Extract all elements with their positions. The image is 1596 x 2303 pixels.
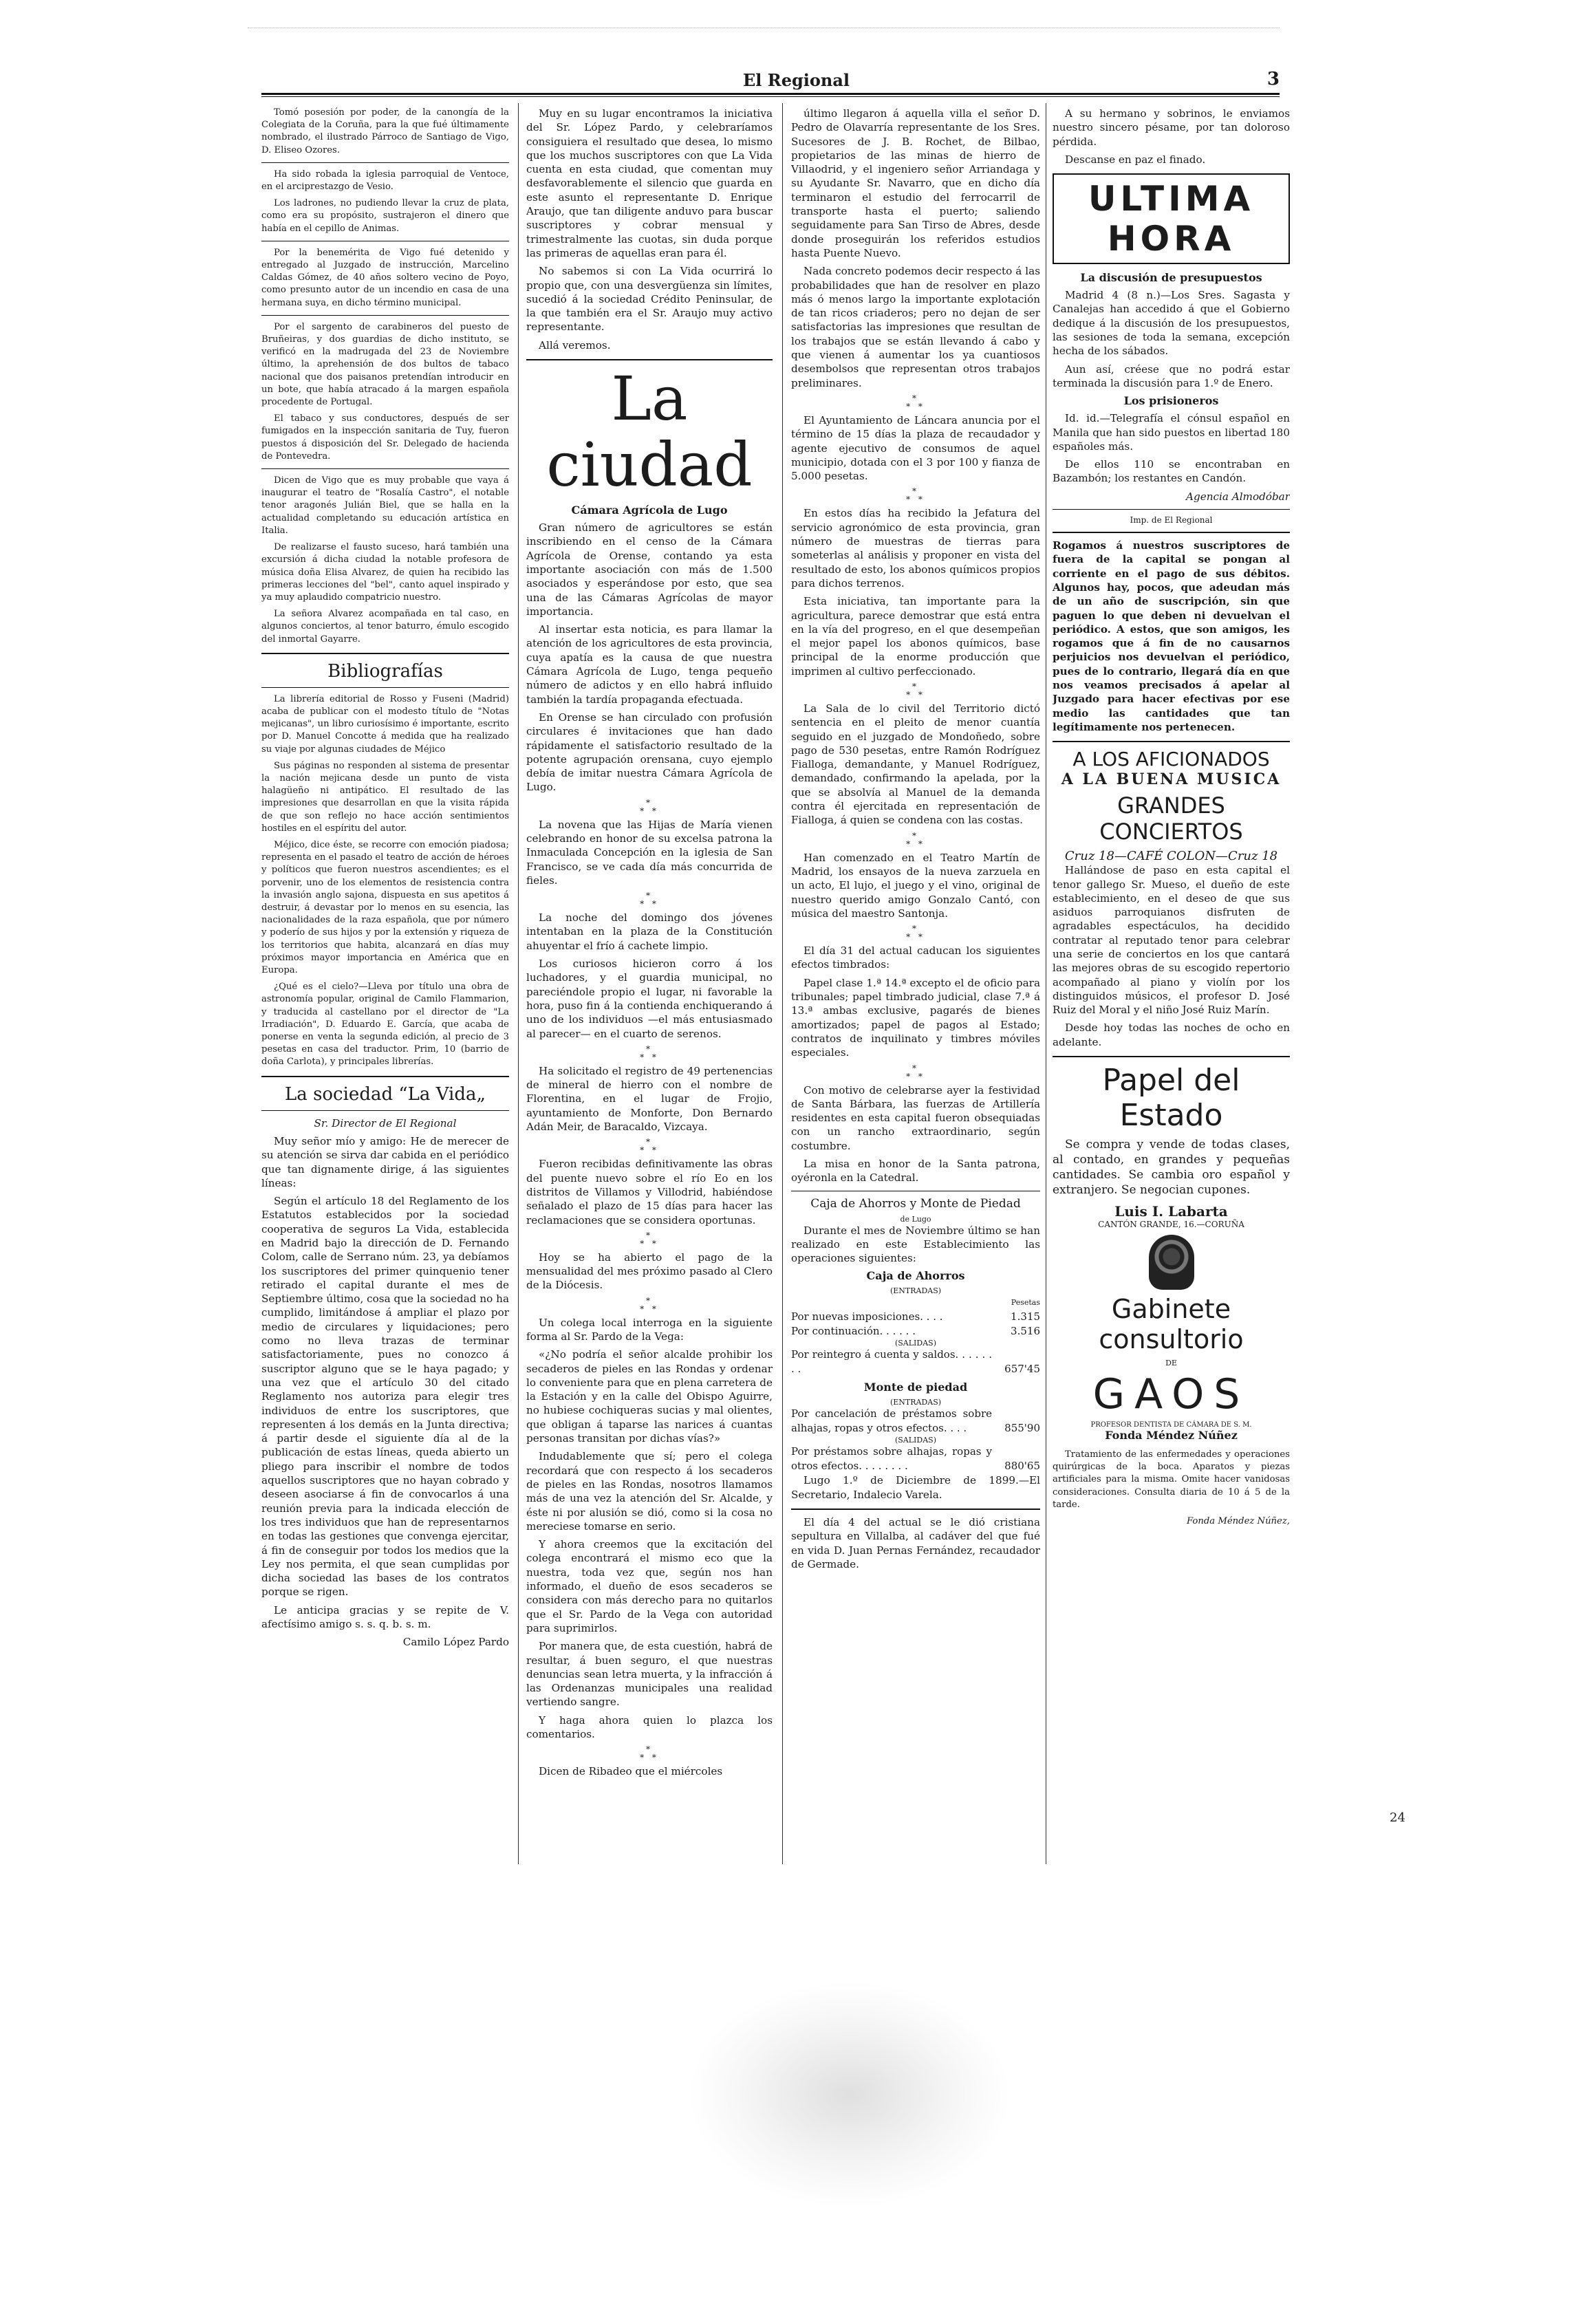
- news-item: No sabemos si con La Vida ocurrirá lo propio que, con una desvergüenza sin límites, sucedió á la sociedad Crédito Peninsular, de la que también era el Sr. Araujo muy activo representante.: [526, 265, 773, 334]
- bib-item: La librería editorial de Rosso y Fuseni (Madrid) acaba de publicar con el modesto título de "Notas mejicanas", un libro curiosísimo é importante, escrito por D. Manuel Concotte á medida que ha realizado su viaje por algunas ciudades de Méjico: [261, 693, 509, 755]
- letter-signature: Camilo López Pardo: [402, 1636, 509, 1649]
- column-divider: [782, 103, 783, 1864]
- monte-table-in: [791, 1407, 1040, 1436]
- letter-paragraph: Según el artículo 18 del Reglamento de los Estatutos establecidos por la sociedad cooperativa de seguros La Vida, establecida en Madrid bajo la dirección de D. Fernando Colom, calle de Serrano núm. 23, ya debíamos los suscriptores del primer quinquenio tener retirado el capital durante el mes de Septiembre último, cosa que la sociedad no ha cumplido, limitándose á ampliar el plazo por medio de circulares y liquidaciones; pero como no lleva trazas de terminar satisfactoriamente, pues no conozco á suscriptor alguno que se le haya pagado; y una vez que el artículo 30 del citado Reglamento nos autoriza para elegir tres individuos de entre los suscriptores, que representen á los demás en la Junta directiva; á partir desde el siguiente día al de la publicación de estas líneas, queda abierto un pliego para inscribir el nombre de todos aquellos suscriptores que no hayan cobrado y deseen asociarse á fin de convocarlos á una reunión previa para la indicada elección de los tres individuos que han de representarnos en todas las gestiones que convenga ejercitar, á fin de conseguir por todos los medios que la Ley nos permita, el que sean cumplidas por dicha sociedad las bases de los contratos porque se rigen.: [261, 1195, 509, 1599]
- ad-buena-musica: A LA BUENA MUSICA: [1061, 770, 1282, 789]
- news-item: Nada concreto podemos decir respecto á las probabilidades que han de resolver en plazo más ó menos largo la importante explotación de tan ricos criaderos; pero no dejan de ser satisfactorias las impresiones que resultan de los trabajos que se están llevando á cabo y que vienen á aumentar los ya cuantiosos desembolsos que representan otros trabajos preliminares.: [791, 265, 1040, 389]
- label-salidas: (SALIDAS): [894, 1339, 936, 1348]
- label-entradas: (ENTRADAS): [889, 1286, 942, 1296]
- bib-item: Méjico, dice éste, se recorre con emoción piadosa; representa en el pasado el teatro de acción de héroes y políticos que fueron nuestros ascendientes; es el porvenir, uno de los elementos de resistencia contra la invasión anglo sajona, dispuesta en sus apetitos á destruir, á devastar por lo menos en su esencia, las nacionalidades de la raza española, que por número y poderío de sus hijos y por la extensión y riqueza de los territorios que habita, alcanzará en días muy próximos mayor importancia en América que en Europa.: [261, 839, 509, 975]
- asterism: * * *: [640, 1137, 659, 1156]
- news-item: La misa en honor de la Santa patrona, oyéronla en la Catedral.: [791, 1158, 1040, 1185]
- page-number: 3: [1266, 69, 1280, 89]
- ad-gabinete-consultorio: Gabinete consultorio: [1099, 1294, 1244, 1355]
- caja-intro: Durante el mes de Noviembre último se han realizado en este Establecimiento las operaciones siguientes:: [791, 1224, 1040, 1265]
- monte-table-out: [791, 1445, 1040, 1473]
- subscriber-notice: Rogamos á nuestros suscriptores de fuera de la capital se pongan al corriente en el pago de sus débitos. Algunos hay, pocos, que adeudan más de un año de suscripción, sin que paguen lo que deben ni devuelvan el periódico. A estos, que son amigos, les rogamos que á fin de no causarnos perjuicios nos devuelvan el periódico, pues de lo contrario, llegará día en que nos veamos precisados á apelar al Juzgado para hacer efectivas por ese medio las cantidades que tan legítimamente nos pertenecen.: [1053, 539, 1290, 733]
- asterism: * * *: [906, 1063, 925, 1081]
- news-item: Papel clase 1.ª 14.ª excepto el de oficio para tribunales; papel timbrado judicial, clase 7.ª á 13.ª ambas exclusive, pagarés de bienes amortizados; papel de pagos al Estado; contratos de inquilinato y timbres móviles especiales.: [791, 976, 1040, 1059]
- ad-address: CANTÓN GRANDE, 16.—CORUÑA: [1098, 1220, 1244, 1230]
- ad-gaos: GAOS: [1092, 1370, 1250, 1419]
- news-item: Por manera que, de esta cuestión, habrá de resultar, á buen seguro, el que nuestras denuncias sean letra muerta, y la infracción á las Ordenanzas municipales una realidad vertiendo sangre.: [526, 1640, 773, 1709]
- ad-code-number: 24: [1390, 1810, 1405, 1825]
- divider: [261, 468, 509, 469]
- column-4: [1053, 107, 1290, 1868]
- table-row: Por nuevas imposiciones. . . . 1.315: [791, 1310, 1040, 1323]
- ad-signature: Fonda Méndez Núñez,: [1186, 1516, 1290, 1527]
- header-rule: [261, 93, 1280, 95]
- section-heading-ultima-hora: ULTIMA HORA: [1053, 173, 1290, 264]
- label-entradas: (ENTRADAS): [889, 1398, 942, 1407]
- label-salidas: (SALIDAS): [894, 1436, 936, 1445]
- column-2: [526, 107, 773, 1854]
- asterism: * * *: [640, 1230, 659, 1248]
- ad-text: Hallándose de paso en esta capital el tenor gallego Sr. Mueso, el dueño de este establecimiento, en el deseo de que sus asiduos parroquianos disfruten de agradables espectáculos, ha decidido contratar al reputado tenor para celebrar una serie de conciertos en los que cantará las mejores obras de su escogido repertorio acompañado al piano y violín por los distinguidos músicos, el profesor D. José Ruiz del Moral y el niño José Ruiz Marín.: [1053, 864, 1290, 1017]
- caja-table-out: [791, 1348, 1040, 1376]
- caja-title: Caja de Ahorros: [866, 1269, 965, 1283]
- divider: [1053, 509, 1290, 510]
- ad-de: DE: [1165, 1359, 1177, 1368]
- news-item: El tabaco y sus conductores, después de ser fumigados en la inspección sanitaria de Tuy, fueron puestos á disposición del Sr. Delegado de hacienda de Pontevedra.: [261, 413, 509, 462]
- column-3: [791, 107, 1040, 1840]
- bib-item: ¿Qué es el cielo?—Lleva por título una obra de astronomía popular, original de Camilo Flammarion, y traducida al castellano por el director de "La Irradiación", D. Eduardo E. García, que acaba de ponerse en venta la segunda edición, al precio de 3 pesetas en casa del traductor. Prim, 10 (barrio de doña Carlota), y principales librerías.: [261, 982, 509, 1068]
- header-rule-thin: [261, 96, 1280, 97]
- column-1: [261, 107, 509, 1833]
- news-item: De realizarse el fausto suceso, hará también una excursión á dicha ciudad la notable profesora de música doña Elisa Alvarez, de quien ha recibido las primeras lecciones del "bel", canto aquel inspirado y ya muy aplaudido compatricio nuestro.: [261, 542, 509, 603]
- news-item: Tomó posesión por poder, de la canongía de la Colegiata de la Coruña, para la que fué últimamente nombrado, el ilustrado Párroco de Santiago de Vigo, D. Eliseo Ozores.: [261, 107, 509, 155]
- news-item: Aun así, créese que no podrá estar terminada la discusión para 1.º de Enero.: [1053, 363, 1290, 389]
- news-item: Id. id.—Telegrafía el cónsul español en Manila que han sido puestos en libertad 180 españoles más.: [1053, 412, 1290, 453]
- divider: [261, 1076, 509, 1077]
- table-row: Por préstamos sobre alhajas, ropas y otros efectos. . . . . . . . 880'65: [791, 1445, 1040, 1473]
- section-heading-la-ciudad: La ciudad: [546, 363, 753, 501]
- subheading-presupuestos: La discusión de presupuestos: [1080, 271, 1262, 285]
- divider: [526, 359, 773, 360]
- news-item: El día 31 del actual caducan los siguientes efectos timbrados:: [791, 944, 1040, 971]
- divider: [1053, 532, 1290, 533]
- news-item: Los ladrones, no pudiendo llevar la cruz de plata, como era su propósito, sustrajeron el dinero que había en el cepillo de Animas.: [261, 198, 509, 234]
- news-item: Dicen de Ribadeo que el miércoles: [539, 1765, 723, 1778]
- ad-name: Luis I. Labarta: [1114, 1203, 1228, 1220]
- news-item: En estos días ha recibido la Jefatura del servicio agronómico de esta provincia, gran número de muestras de tierras para someterlas al análisis y proponer en vista del resultado de esto, los abonos químicos propios para dichos terrenos.: [791, 507, 1040, 590]
- pesetas-label: Pesetas: [1011, 1298, 1040, 1308]
- imprint: Imp. de El Regional: [1130, 515, 1213, 526]
- divider: [261, 315, 509, 316]
- subheading-camara: Cámara Agrícola de Lugo: [571, 504, 728, 517]
- news-item: Y ahora creemos que la excitación del colega encontrará el mismo eco que la nuestra, toda vez que, según nos han informado, el dueño de esos secaderos se considera con más derecho para no quitarlos que el Sr. Pardo de la Vega con autoridad para suprimirlos.: [526, 1538, 773, 1634]
- news-item: Dicen de Vigo que es muy probable que vaya á inaugurar el teatro de "Rosalía Castro", el notable tenor aragonés Julián Biel, que se halla en la actualidad completando su educación artística en Italia.: [261, 475, 509, 536]
- divider: [1053, 741, 1290, 742]
- ad-fonda: Fonda Méndez Núñez: [1105, 1429, 1238, 1442]
- news-item: La noche del domingo dos jóvenes intentaban en la plaza de la Constitución ahuyentar el frío á cachete limpio.: [526, 911, 773, 952]
- news-item: Y haga ahora quien lo plazca los comentarios.: [526, 1713, 773, 1741]
- news-item: Ha sido robada la iglesia parroquial de Ventoce, en el arciprestazgo de Vesio.: [261, 169, 509, 193]
- monte-title: Monte de piedad: [863, 1381, 968, 1394]
- caja-table-in: [791, 1295, 1040, 1339]
- news-item: La novena que las Hijas de María vienen celebrando en honor de su excelsa patrona la Inmaculada Concepción en la iglesia de San Francisco, se ve cada día más concurrida de fieles.: [526, 818, 773, 887]
- table-row: Por cancelación de préstamos sobre alhajas, ropas y otros efectos. . . . 855'90: [791, 1407, 1040, 1435]
- asterism: * * *: [640, 1295, 659, 1314]
- subheading-prisioneros: Los prisioneros: [1123, 394, 1219, 408]
- news-item: Hoy se ha abierto el pago de la mensualidad del mes próximo pasado al Clero de la Diócesis.: [526, 1251, 773, 1292]
- news-item: Allá veremos.: [539, 338, 611, 352]
- news-item: De ellos 110 se encontraban en Bazambón; los restantes en Candón.: [1053, 458, 1290, 485]
- divider: [791, 1509, 1040, 1510]
- ad-papel-del-estado: Papel del Estado: [1102, 1063, 1240, 1134]
- ad-cafe-colon: Cruz 18—CAFÉ COLON—Cruz 18: [1064, 849, 1278, 864]
- letter-addressee: Sr. Director de El Regional: [314, 1116, 457, 1129]
- caja-subheading: de Lugo: [900, 1214, 931, 1224]
- news-item: Por el sargento de carabineros del puesto de Bruñeiras, y dos guardias de dicho instituto, se verificó en la madrugada del 23 de Noviembre último, la aprehensión de dos bultos de tabaco nacional que dos paisanos pretendían introducir en un bote, que había atracado á la margen española procedente de Portugal.: [261, 321, 509, 408]
- caja-signature: Lugo 1.º de Diciembre de 1899.—El Secretario, Indalecio Varela.: [791, 1474, 1040, 1501]
- news-item: La Sala de lo civil del Territorio dictó sentencia en el pleito de menor cuantía seguido en el juzgado de Mondoñedo, sobre pago de 530 pesetas, entre Ramón Rodríguez Fialloga, demandante, y Manuel Rodríguez, demandado, confirmando la apelada, por la que se absolvía al Manuel de la demanda contra él ejercitada en representación de Fialloga, á quien se condena con las costas.: [791, 702, 1040, 827]
- section-heading-bibliografias: Bibliografías: [327, 660, 443, 682]
- caja-heading: Caja de Ahorros y Monte de Piedad: [810, 1196, 1021, 1211]
- news-item: último llegaron á aquella villa el señor D. Pedro de Olavarría representante de los Sres. Sucesores de J. B. Rochet, de Bilbao, propietarios de las minas de hierro de Villaodrid, y el ingeniero señor Arriandaga y su Ayudante Sr. Navarro, que en dicho día terminaron el estudio del ferrocarril de transporte hasta el puerto; saliendo seguidamente para San Tirso de Abres, desde donde proseguirán los referidos estudios hasta Puente Nuevo.: [791, 107, 1040, 259]
- letter-paragraph: Le anticipa gracias y se repite de V. afectísimo amigo s. s. q. b. s. m.: [261, 1603, 509, 1630]
- column-divider: [518, 103, 519, 1864]
- asterism: * * *: [906, 924, 925, 942]
- asterism: * * *: [906, 830, 925, 849]
- divider: [261, 653, 509, 654]
- divider: [261, 1110, 509, 1111]
- asterism: * * *: [640, 1744, 659, 1763]
- divider: [261, 687, 509, 688]
- asterism: * * *: [906, 393, 925, 411]
- letter-paragraph: Muy señor mío y amigo: He de merecer de su atención se sirva dar cabida en el periódico que tan dignamente dirige, á las siguientes líneas:: [261, 1134, 509, 1189]
- scan-noise: [248, 0, 1280, 28]
- news-item: Un colega local interroga en la siguiente forma al Sr. Pardo de la Vega:: [526, 1316, 773, 1343]
- news-item: Fueron recibidas definitivamente las obras del puente nuevo sobre el río Eo en los distritos de Villamos y Villodrid, habiéndose señalado el plazo de 15 días para hacer las reclamaciones que se considera oportunas.: [526, 1158, 773, 1226]
- news-item: El Ayuntamiento de Láncara anuncia por el término de 15 días la plaza de recaudador y agente ejecutivo de consumos de aquel municipio, dotada con el 3 por 100 y fianza de 5.000 pesetas.: [791, 413, 1040, 483]
- table-row: Por reintegro á cuenta y saldos. . . . . . . . 657'45: [791, 1348, 1040, 1376]
- asterism: * * *: [640, 797, 659, 816]
- scan-smudge: [688, 1981, 1011, 2208]
- royal-crest-icon: [1149, 1235, 1194, 1290]
- ad-grandes-conciertos: GRANDES CONCIERTOS: [1099, 792, 1243, 845]
- news-item: Han comenzado en el Teatro Martín de Madrid, los ensayos de la nueva zarzuela en un acto, El lujo, el juego y el vino, original de nuestro querido amigo Gonzalo Cantó, con música del maestro Santonja.: [791, 851, 1040, 920]
- divider: [261, 162, 509, 163]
- news-item: Esta iniciativa, tan importante para la agricultura, parece demostrar que está entra en la vía del progreso, en el que desempeñan el mejor papel los abonos químicos, base principal de la enorme producción que imprimen al cultivo perfeccionado.: [791, 595, 1040, 678]
- ad-text: Se compra y vende de todas clases, al contado, en grandes y pequeñas cantidades. Se cambia oro español y extranjero. Se negocian cupones.: [1053, 1138, 1290, 1198]
- ad-text: Desde hoy todas las noches de ocho en adelante.: [1053, 1021, 1290, 1048]
- masthead-title: El Regional: [743, 70, 850, 90]
- news-item: Gran número de agricultores se están inscribiendo en el censo de la Cámara Agrícola de Orense, contando ya esta importante asociación con más de 1.500 asociados y esperándose por esto, que sea una de las Cámaras Agrícolas de mayor importancia.: [526, 521, 773, 618]
- asterism: * * *: [640, 891, 659, 909]
- news-item: Los curiosos hicieron corro á los luchadores, y el guardia municipal, no pareciéndole propio el lugar, ni favorable la hora, puso fin á la contienda enchiquerando á uno de los individuos —el más entusiasmado al parecer— en el cuarto de serenos.: [526, 958, 773, 1040]
- ad-aficionados: A LOS AFICIONADOS: [1072, 748, 1270, 771]
- divider: [1053, 1056, 1290, 1057]
- table-row: Por continuación. . . . . . 3.516: [791, 1325, 1040, 1338]
- asterism: * * *: [640, 1044, 659, 1062]
- news-item: «¿No podría el señor alcalde prohibir los secaderos de pieles en las Rondas y ordenar lo conveniente para que en plena carretera de la Estación y en la calle del Obispo Aguirre, no hubiese cochiqueras sucias y mal olientes, que obligan á taparse las narices á cuantas personas transitan por dichas vías?»: [526, 1348, 773, 1445]
- news-item: Descanse en paz el finado.: [1065, 153, 1206, 166]
- news-item: La señora Alvarez acompañada en tal caso, en algunos conciertos, al tenor baturro, émulo escogido del inmortal Gayarre.: [261, 609, 509, 645]
- news-item: A su hermano y sobrinos, le enviamos nuestro sincero pésame, por tan doloroso pérdida.: [1053, 107, 1290, 148]
- news-item: El día 4 del actual se le dió cristiana sepultura en Villalba, al cadáver del que fué en vida D. Juan Pernas Fernández, recaudador de Germade.: [791, 1516, 1040, 1570]
- asterism: * * *: [906, 681, 925, 700]
- agency-credit: Agencia Almodóbar: [1186, 490, 1290, 503]
- news-item: Madrid 4 (8 n.)—Los Sres. Sagasta y Canalejas han accedido á que el Gobierno dedique á la discusión de los presupuestos, las sesiones de toda la semana, excepción hecha de los sábados.: [1053, 289, 1290, 358]
- news-item: Indudablemente que sí; pero el colega recordará que con respecto á los secaderos de pieles en las Rondas, nosotros llamamos más de una vez la atención del Sr. Alcalde, y éste ni por alusión se dió, como si la cosa no mereciese tomarse en serio.: [526, 1450, 773, 1533]
- bib-item: Sus páginas no responden al sistema de presentar la nación mejicana desde un punto de vista halagüeño ni antipático. El resultado de las impresiones que desarrollan en que la visita rápida de que son reflejo no hace acción sentimientos hostiles en el espíritu del autor.: [261, 760, 509, 834]
- news-item: Muy en su lugar encontramos la iniciativa del Sr. López Pardo, y celebraríamos consiguiera el resultado que desea, lo mismo que los muchos suscriptores con que La Vida cuenta en esta ciudad, que comentan muy desfavorablemente el silencio que guarda en este asunto el representante D. Enrique Araujo, que tan diligente anduvo para buscar suscriptores y cobrar mensual y trimestralmente las cuotas, sin duda porque las primeras de aquellas eran para él.: [526, 107, 773, 259]
- news-item: Ha solicitado el registro de 49 pertenencias de mineral de hierro con el nombre de Florentina, en el lugar de Frojio, ayuntamiento de Monforte, Don Bernardo Adán Meir, de Baracaldo, Vizcaya.: [526, 1064, 773, 1134]
- news-item: Por la benemérita de Vigo fué detenido y entregado al Juzgado de instrucción, Marcelino Caldas Gómez, de 40 años soltero vecino de Poyo, como presunto autor de un incendio en casa de una hermana suya, en dicho término municipal.: [261, 247, 509, 308]
- ad-text: Tratamiento de las enfermedades y operaciones quirúrgicas de la boca. Aparatos y piezas artificiales para la misma. Omite hacer vanidosas consideraciones. Consulta diaria de 10 á 5 de la tarde.: [1053, 1449, 1290, 1510]
- news-item: Con motivo de celebrarse ayer la festividad de Santa Bárbara, las fuerzas de Artillería residentes en esta capital fueron obsequiadas con un rancho extraordinario, según costumbre.: [791, 1083, 1040, 1152]
- news-item: Al insertar esta noticia, es para llamar la atención de los agricultores de esta provincia, cuya apatía es la causa de que nuestra Cámara Agrícola de Lugo, tenga pequeño número de adictos y en ello habrá influido también la tardía propaganda efectuada.: [526, 623, 773, 706]
- ad-professor: PROFESOR DENTISTA DE CÁMARA DE S. M.: [1090, 1421, 1252, 1429]
- section-heading-la-vida: La sociedad “La Vida„: [285, 1083, 486, 1105]
- news-item: En Orense se han circulado con profusión circulares é invitaciones que han dado rápidamente el satisfactorio resultado de la potente agrupación orensana, cuyo ejemplo debía de imitar nuestra Cámara Agrícola de Lugo.: [526, 711, 773, 794]
- asterism: * * *: [906, 486, 925, 505]
